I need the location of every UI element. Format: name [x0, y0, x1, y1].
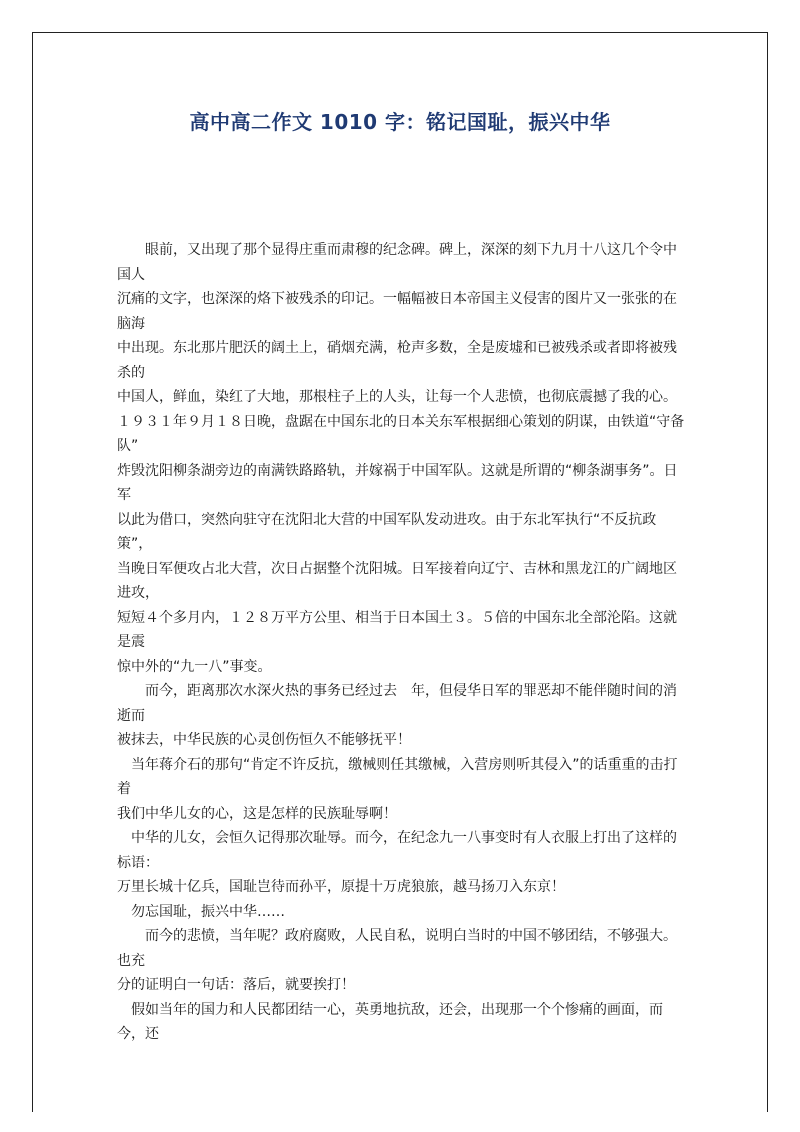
essay-line: 炸毁沈阳柳条湖旁边的南满铁路路轨，并嫁祸于中国军队。这就是所谓的“柳条湖事务”。日军 — [117, 462, 678, 503]
essay-line: 当晚日军便攻占北大营，次日占据整个沈阳城。日军接着向辽宁、吉林和黑龙江的广阔地区进攻， — [117, 560, 677, 601]
essay-body — [117, 238, 687, 1047]
essay-line: 沉痛的文字，也深深的烙下被残杀的印记。一幅幅被日本帝国主义侵害的图片又一张张的在脑海 — [117, 291, 677, 332]
essay-line: 勿忘国耻，振兴中华…… — [117, 903, 285, 920]
essay-line: 中国人，鲜血，染红了大地，那根柱子上的人头，让每一个人悲愤，也彻底震撼了我的心。 — [117, 389, 677, 405]
essay-line: 万里长城十亿兵，国耻岂待而孙平，原提十万虎狼旅，越马扬刀入东京！ — [117, 879, 565, 895]
essay-line: 假如当年的国力和人民都团结一心，英勇地抗敌，还会，出现那一个个惨痛的画面，而今，还 — [117, 1001, 663, 1042]
essay-line: 短短４个多月内，１２８万平方公里、相当于日本国土３。５倍的中国东北全部沦陷。这就是震 — [117, 609, 677, 650]
essay-line: 而今，距离那次水深火热的事务已经过去 年，但侵华日军的罪恶却不能伴随时间的消逝而 — [117, 683, 677, 724]
page-title: 高中高二作文 1010 字：铭记国耻，振兴中华 — [189, 110, 611, 134]
essay-line: 我们中华儿女的心，这是怎样的民族耻辱啊！ — [117, 805, 397, 822]
essay-line: 分的证明白一句话：落后，就要挨打！ — [117, 977, 355, 993]
essay-line: 以此为借口，突然向驻守在沈阳北大营的中国军队发动进攻。由于东北军执行“不反抗政策”， — [117, 511, 657, 552]
essay-line: 惊中外的“九一八”事变。 — [117, 658, 272, 675]
essay-line: 中出现。东北那片肥沃的阔土上，硝烟充满，枪声多数，全是废墟和已被残杀或者即将被残杀的 — [117, 340, 677, 381]
essay-line: 眼前，又出现了那个显得庄重而肃穆的纪念碑。碑上，深深的刻下九月十八这几个令中国人 — [117, 242, 677, 283]
essay-line: 中华的儿女，会恒久记得那次耻辱。而今，在纪念九一八事变时有人衣服上打出了这样的标语： — [117, 830, 677, 871]
essay-line: 被抹去，中华民族的心灵创伤恒久不能够抚平！ — [117, 732, 411, 748]
essay-line: 而今的悲愤，当年呢？政府腐败，人民自私，说明白当时的中国不够团结，不够强大。也充 — [117, 928, 677, 969]
essay-line: １９３１年９月１８日晚，盘踞在中国东北的日本关东军根据细心策划的阴谋，由铁道“守备队” — [117, 413, 685, 454]
essay-line: 当年蒋介石的那句“肯定不许反抗，缴械则任其缴械，入营房则听其侵入”的话重重的击打着 — [117, 756, 678, 797]
